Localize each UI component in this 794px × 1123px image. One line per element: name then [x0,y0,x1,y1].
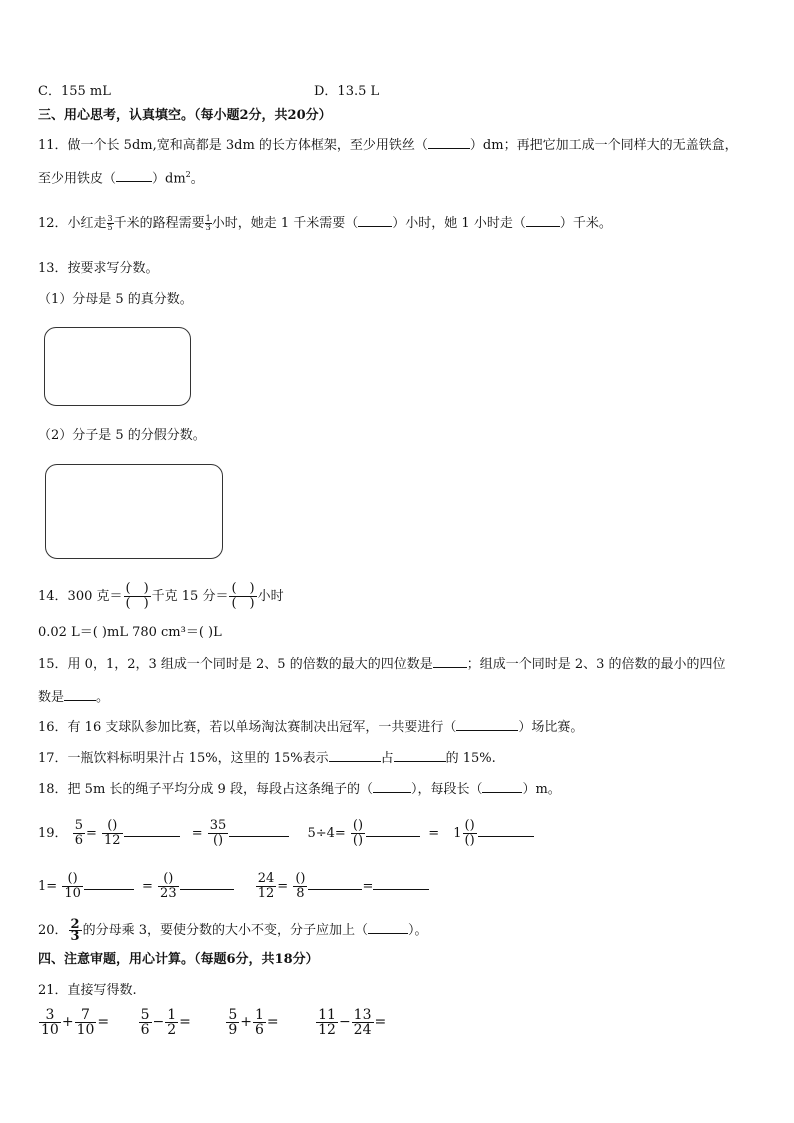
fraction: $\frac{1}{6}$ [255,1006,264,1038]
q18: 18．把 5m 长的绳子平均分成 9 段，每段占这条绳子的（ ），每段长（ ）m。 [38,782,561,797]
fraction: $\frac{5}{9}$ [228,1006,238,1038]
answer-blank[interactable] [180,877,234,890]
q15-line2: 数是 。 [38,690,110,705]
fraction: $\frac{24}{12}$ [257,871,275,901]
answer-blank[interactable] [428,136,470,149]
q13-sub2: （2）分子是 5 的分假分数。 [38,428,206,443]
q19-line1: 19． $\frac{5}{6}$ = $\frac{()}{12}$ = $\frac{35}{()}$ 5÷4= $\frac{()}{()}$ = 1 $\frac{()}{()}$ [38,816,534,852]
fraction-blank[interactable]: $\frac{()}{8}$ [295,871,306,901]
fraction: $\frac{13}{24}$ [353,1006,372,1038]
answer-blank[interactable] [368,921,408,934]
fraction-blank[interactable]: $\frac{()}{12}$ [104,818,121,848]
fraction: $\frac{2}{3}$ [70,917,80,944]
expression-2: $\frac{5}{6}$ − $\frac{1}{2}$ = [140,1006,191,1038]
q21-title: 21．直接写得数. [38,983,137,998]
q12: 12．小红走 $\frac{3}{5}$ 千米的路程需要 $\frac{1}{3}$ 小时，她走 1 千米需要（ ）小时，她 1 小时走（ ）千米。 [38,214,612,232]
q11-line2: 至少用铁皮（ ）$dm^2$。 [38,170,204,187]
answer-blank[interactable] [84,877,134,890]
answer-blank[interactable] [373,780,411,793]
q15-line1: 15．用 0，1，2，3 组成一个同时是 2、5 的倍数的最大的四位数是 ；组成一个同时是 2、3 的倍数的最小的四位 [38,657,726,672]
fraction: $\frac{7}{10}$ [76,1006,95,1038]
option-d: D．13.5 L [314,84,380,99]
q21-expressions [38,1002,386,1042]
fraction: $\frac{11}{12}$ [318,1006,336,1038]
answer-blank[interactable] [478,824,534,837]
fraction-blank[interactable]: $\frac{( )}{( )}$ [231,581,255,611]
answer-blank[interactable] [526,214,560,227]
section3-title: 三、用心思考，认真填空。（每小题2分，共20分） [38,108,332,123]
q13-sub1: （1）分母是 5 的真分数。 [38,292,193,307]
answer-blank[interactable] [124,824,180,837]
expression-3: $\frac{5}{9}$ + $\frac{1}{6}$ = [228,1006,279,1038]
fraction-blank[interactable]: $\frac{()}{()}$ [464,818,475,848]
q11-line1: 11．做一个长 5dm,宽和高都是 3dm 的长方体框架，至少用铁丝（ ）dm；再把它加工成一个同样大的无盖铁盒， [38,138,738,153]
answer-blank[interactable] [366,824,420,837]
q17: 17．一瓶饮料标明果汁占 15%，这里的 15%表示 占 的 15%. [38,751,496,766]
answer-blank[interactable] [229,824,289,837]
q20: 20． $\frac{2}{3}$ 的分母乘 3，要使分数的大小不变，分子应加上（ ）。 [38,917,428,944]
section4-title: 四、注意审题，用心计算。（每题6分，共18分） [38,952,319,967]
answer-blank[interactable] [482,780,522,793]
fraction-blank[interactable]: $\frac{()}{()}$ [352,818,364,848]
q19-line2: 1= $\frac{()}{10}$ = $\frac{()}{23}$ $\frac{24}{12}$ = $\frac{()}{8}$ = [38,869,429,905]
fraction: $\frac{3}{10}$ [41,1006,59,1038]
answer-blank[interactable] [116,169,152,182]
q13-title: 13．按要求写分数。 [38,261,159,276]
answer-blank[interactable] [394,749,446,762]
answer-blank[interactable] [329,749,381,762]
answer-blank[interactable] [308,877,362,890]
fraction: $\frac{3}{5}$ [107,214,113,232]
answer-blank[interactable] [456,718,518,731]
option-c: C．155 mL [38,84,111,99]
fraction-blank[interactable]: $\frac{()}{10}$ [64,871,81,901]
fraction-blank[interactable]: $\frac{( )}{( )}$ [125,581,149,611]
answer-box-2[interactable] [45,464,223,559]
fraction: $\frac{1}{2}$ [167,1006,177,1038]
q16: 16．有 16 支球队参加比赛，若以单场淘汰赛制决出冠军，一共要进行（ ）场比赛。 [38,720,584,735]
answer-box-1[interactable] [44,327,191,406]
q14-line2: 0.02 L＝( )mL 780 cm³＝( )L [38,625,222,640]
fraction: $\frac{5}{6}$ [74,818,83,848]
fraction-blank[interactable]: $\frac{()}{23}$ [160,871,177,901]
expression-1: $\frac{3}{10}$ + $\frac{7}{10}$ = [41,1006,110,1038]
answer-blank[interactable] [64,688,96,701]
answer-blank[interactable] [433,655,467,668]
answer-blank[interactable] [358,214,392,227]
fraction-blank[interactable]: $\frac{35}{()}$ [209,818,227,848]
answer-blank[interactable] [373,877,429,890]
q14-line1: 14．300 克＝ $\frac{( )}{( )}$ 千克 15 分＝ $\frac{( )}{( )}$ 小时 [38,581,284,611]
expression-4: $\frac{11}{12}$ − $\frac{13}{24}$ = [318,1006,387,1038]
fraction: $\frac{1}{3}$ [205,214,211,232]
fraction: $\frac{5}{6}$ [140,1006,150,1038]
